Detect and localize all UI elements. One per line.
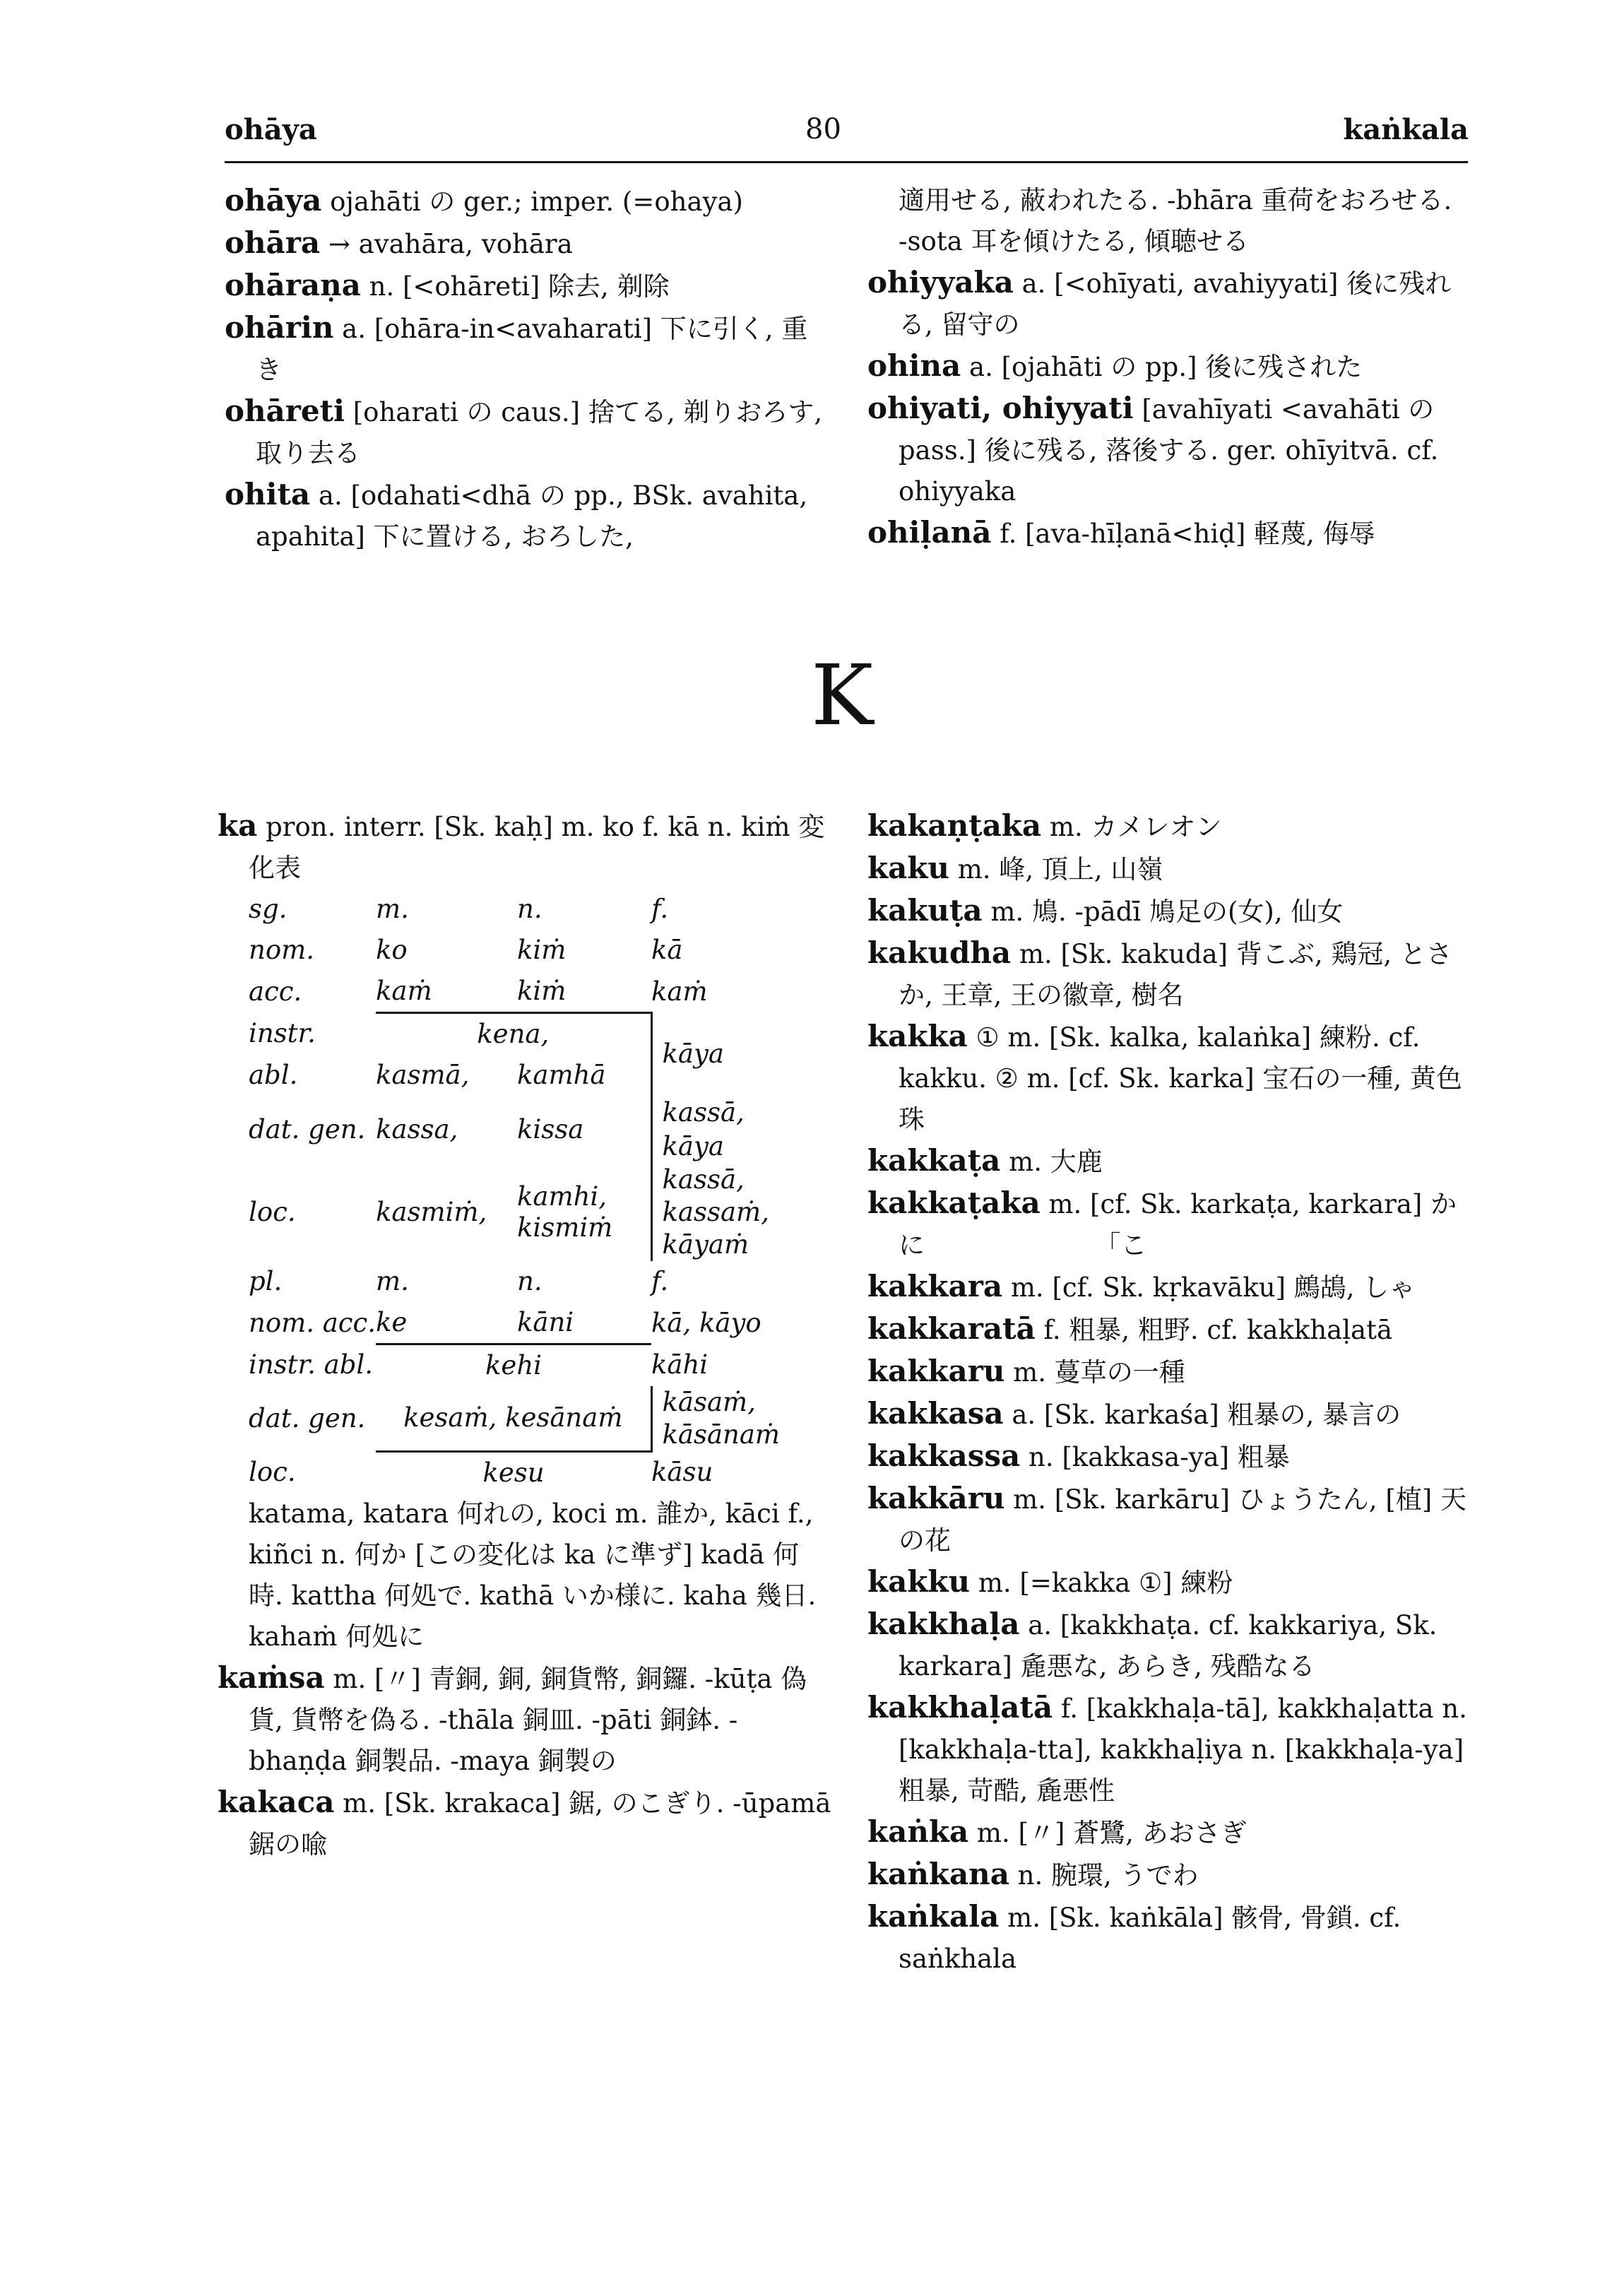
running-head-right: kaṅkala [1343, 113, 1469, 146]
page-number: 80 [805, 113, 841, 146]
definition: m. [Sk. krakaca] 鋸, のこぎり. -ūpamā 鋸の喩 [249, 1787, 831, 1860]
headword: kaṅka [867, 1814, 969, 1849]
headword: kakkaṭaka [867, 1186, 1041, 1220]
headword: ohita [225, 477, 311, 512]
dictionary-entry [867, 805, 1468, 848]
headword: kakuṭa [867, 893, 983, 928]
dictionary-entry [225, 180, 832, 223]
headword: kakaṇṭaka [867, 808, 1042, 843]
dictionary-entry [867, 848, 1468, 890]
dictionary-entry [867, 1478, 1468, 1561]
dictionary-entry [867, 1854, 1468, 1896]
dictionary-entry [867, 345, 1468, 388]
dictionary-entry [867, 1351, 1468, 1393]
headword: kaṁsa [218, 1660, 325, 1695]
form: kā [651, 935, 683, 965]
form: kā, kāyo [651, 1307, 761, 1338]
gender-header: n. [517, 894, 543, 924]
definition: n. [<ohāreti] 除去, 剃除 [360, 271, 670, 302]
top-right-column [867, 180, 1468, 555]
gender-header: n. [517, 1266, 543, 1296]
form: ko [376, 935, 408, 965]
form: kāhi [651, 1349, 709, 1380]
form: kaṁ [651, 976, 708, 1007]
dictionary-entry [867, 1183, 1468, 1266]
dictionary-entry [867, 1140, 1468, 1183]
headword: ohāya [225, 183, 322, 218]
case-label: abl. [249, 1060, 298, 1090]
form: kasmā, [376, 1060, 470, 1090]
case-label: pl. [249, 1266, 283, 1296]
form: kiṁ [517, 971, 651, 1013]
definition: pron. interr. [Sk. kaḥ] m. ko f. kā n. kiṁ 変化表 [249, 812, 825, 883]
headword: kakaca [218, 1784, 335, 1819]
gender-header: f. [651, 1266, 669, 1296]
form-group [517, 1164, 651, 1261]
definition: m. [Sk. kakuda] 背こぶ, 鶏冠, とさか, 王章, 王の徽章, 樹名 [899, 939, 1452, 1010]
definition: katama, katara 何れの, koci m. 誰か, kāci f., kiñci n. 何か [この変化は ka に準ず] kadā 何時. kattha 何処で. kathā いか様に. kaha 幾日. kahaṁ 何処に [249, 1498, 817, 1652]
definition: m. 峰, 頂上, 山嶺 [949, 854, 1163, 885]
definition: m. [〃] 蒼鷺, あおさぎ [968, 1818, 1247, 1848]
definition: a. [Sk. karkaśa] 粗暴の, 暴言の [1003, 1400, 1401, 1430]
definition: 適用せる, 蔽われたる. -bhāra 重荷をおろせる. -sota 耳を傾けたる, 傾聴せる [899, 185, 1452, 256]
dictionary-entry [867, 1436, 1468, 1478]
form: kamhi, [517, 1181, 607, 1212]
case-label: loc. [249, 1456, 296, 1487]
dictionary-entry [218, 805, 832, 889]
headword: kakkara [867, 1269, 1003, 1303]
headword: ohiyati, ohiyyati [867, 391, 1134, 425]
header-rule [225, 161, 1468, 163]
definition: a. [ohāra-in<avaharati] 下に引く, 重き [256, 314, 808, 385]
dictionary-entry [225, 474, 832, 557]
headword: kaṅkala [867, 1899, 1000, 1934]
headword: kakkaru [867, 1354, 1005, 1388]
definition: a. [<ohīyati, avahiyyati] 後に残れる, 留守の [899, 268, 1452, 340]
headword: kakkāru [867, 1481, 1005, 1515]
headword: kakkhaḷa [867, 1607, 1020, 1641]
case-label: instr. [249, 1018, 316, 1049]
form: kassā, [662, 1164, 745, 1195]
definition: m. 鳩. -pādī 鳩足の(女), 仙女 [982, 897, 1344, 927]
definition: ojahāti の ger.; imper. (=ohaya) [321, 187, 743, 217]
definition: m. [Sk. kaṅkāla] 骸骨, 骨鎖. cf. saṅkhala [899, 1903, 1401, 1974]
dictionary-entry [867, 512, 1468, 555]
case-label: nom. [249, 935, 314, 965]
definition: n. 腕環, うでわ [1009, 1860, 1199, 1891]
dictionary-entry [225, 265, 832, 307]
definition: a. [ojahāti の pp.] 後に残された [961, 352, 1363, 382]
form-group [651, 1386, 793, 1451]
headword: kakkaratā [867, 1311, 1036, 1346]
headword: kaku [867, 851, 949, 885]
form: kehi [485, 1350, 542, 1380]
form: kasmiṁ, [376, 1197, 487, 1227]
headword: ohāreti [225, 394, 345, 428]
form: kassaṁ, [662, 1197, 769, 1227]
headword: kakka [867, 1019, 968, 1053]
headword: kakkhaḷatā [867, 1690, 1053, 1725]
gender-header: f. [651, 894, 669, 924]
headword: ohārin [225, 310, 334, 345]
definition: f. 粗暴, 粗野. cf. kakkhaḷatā [1035, 1315, 1393, 1345]
form-group [651, 1164, 793, 1261]
definition: a. [kakkhaṭa. cf. kakkariya, Sk. karkara] 麁悪な, あらき, 残酷なる [899, 1610, 1438, 1681]
definition: [oharati の caus.] 捨てる, 剃りおろす, 取り去る [256, 397, 823, 468]
headword: ka [218, 808, 258, 843]
dictionary-entry [218, 1657, 832, 1782]
form: kāya [662, 1131, 724, 1161]
dictionary-entry [867, 890, 1468, 933]
definition: m. [cf. Sk. kṛkavāku] 鷓鴣, しゃ [1002, 1272, 1416, 1303]
form: kassa, [376, 1114, 458, 1145]
form: kassā, [662, 1097, 745, 1128]
headword: ohāra [225, 225, 321, 260]
case-label: acc. [249, 976, 302, 1007]
form: kena, [477, 1019, 550, 1049]
dictionary-entry [867, 1308, 1468, 1351]
headword: ohina [867, 348, 961, 383]
case-label: loc. [249, 1197, 296, 1227]
section-letter: K [811, 646, 874, 744]
running-head-left: ohāya [225, 113, 317, 146]
form: kāyaṁ [662, 1229, 749, 1260]
form: kesu [482, 1457, 545, 1488]
headword: ohiyyaka [867, 265, 1014, 300]
headword: kakkassa [867, 1438, 1021, 1473]
form: kiṁ [517, 935, 567, 965]
headword: kakkasa [867, 1396, 1004, 1431]
definition: [avahīyati <avahāti の pass.] 後に残る, 落後する. ger. ohīyitvā. cf. ohiyyaka [899, 394, 1439, 507]
form-group [651, 1096, 793, 1164]
dictionary-entry [867, 1393, 1468, 1436]
definition: f. [ava-hīḷanā<hiḍ] 軽蔑, 侮辱 [991, 519, 1375, 549]
definition: f. [kakkhaḷa-tā], kakkhaḷatta n. [kakkhaḷa-tta], kakkhaḷiya n. [kakkhaḷa-ya] 粗暴, 苛酷, 麁悪性 [899, 1693, 1467, 1806]
definition: ① m. [Sk. kalka, kalaṅka] 練粉. cf. kakku. ② m. [cf. Sk. karka] 宝石の一種, 黄色珠 [899, 1022, 1462, 1135]
dictionary-entry-continued [218, 1494, 832, 1657]
dictionary-entry-continued [867, 180, 1468, 262]
dictionary-entry [225, 307, 832, 391]
definition: m. [〃] 青銅, 銅, 銅貨幣, 銅鑼. -kūṭa 偽貨, 貨幣を偽る. -thāla 銅皿. -pāti 銅鉢. -bhaṇḍa 銅製品. -maya 銅製の [249, 1663, 807, 1776]
headword: ohiḷanā [867, 515, 992, 550]
case-label: instr. abl. [249, 1349, 374, 1380]
definition: m. [Sk. karkāru] ひょうたん, [植] 天の花 [899, 1484, 1467, 1556]
dictionary-entry [867, 388, 1468, 512]
form: kissa [517, 1114, 584, 1145]
headword: kakudha [867, 935, 1012, 970]
case-label: sg. [249, 894, 288, 924]
case-label: dat. gen. [249, 1114, 366, 1145]
dictionary-entry [867, 1266, 1468, 1308]
form: kāsaṁ, [662, 1387, 756, 1417]
headword: kakku [867, 1564, 971, 1599]
case-label: dat. gen. [249, 1403, 366, 1433]
top-left-column [225, 180, 832, 557]
dictionary-entry [867, 1604, 1468, 1687]
form: kaṁ [376, 971, 517, 1013]
dictionary-entry [218, 1782, 832, 1865]
definition: a. [odahati<dhā の pp., BSk. avahita, apahita] 下に置ける, おろした, [256, 480, 808, 552]
form: kāsānaṁ [662, 1419, 780, 1450]
form: kāsu [651, 1456, 713, 1487]
definition: m. カメレオン [1041, 812, 1222, 842]
gender-header: m. [376, 1266, 409, 1296]
dictionary-entry [225, 391, 832, 474]
form: kamhā [517, 1060, 606, 1090]
definition: n. [kakkasa-ya] 粗暴 [1020, 1442, 1290, 1472]
declension-table [249, 889, 793, 1494]
case-label: nom. acc. [249, 1307, 376, 1338]
dictionary-entry [867, 1016, 1468, 1140]
headword: kakkaṭa [867, 1143, 1001, 1178]
bottom-right-column [867, 805, 1468, 1980]
dictionary-entry [867, 1811, 1468, 1854]
form: kismiṁ [517, 1212, 613, 1243]
definition: m. 蔓草の一種 [1004, 1357, 1185, 1388]
dictionary-entry [867, 1687, 1468, 1811]
form: kāni [517, 1302, 651, 1344]
dictionary-entry [867, 1561, 1468, 1604]
definition: m. 大鹿 [1000, 1147, 1103, 1177]
bottom-left-column [218, 805, 832, 1865]
dictionary-entry [867, 933, 1468, 1016]
gender-header: m. [376, 894, 409, 924]
dictionary-entry [225, 223, 832, 265]
form: ke [376, 1302, 517, 1344]
dictionary-entry [867, 262, 1468, 345]
form: kāya [651, 1013, 793, 1096]
headword: kaṅkana [867, 1857, 1009, 1891]
definition: m. [=kakka ①] 練粉 [970, 1568, 1233, 1598]
dictionary-entry [867, 1896, 1468, 1980]
form: kesaṁ, kesānaṁ [376, 1386, 651, 1451]
headword: ohāraṇa [225, 268, 361, 302]
definition: → avahāra, vohāra [320, 229, 573, 259]
definition: m. [cf. Sk. karkaṭa, karkara] かに 「こ [899, 1189, 1457, 1260]
